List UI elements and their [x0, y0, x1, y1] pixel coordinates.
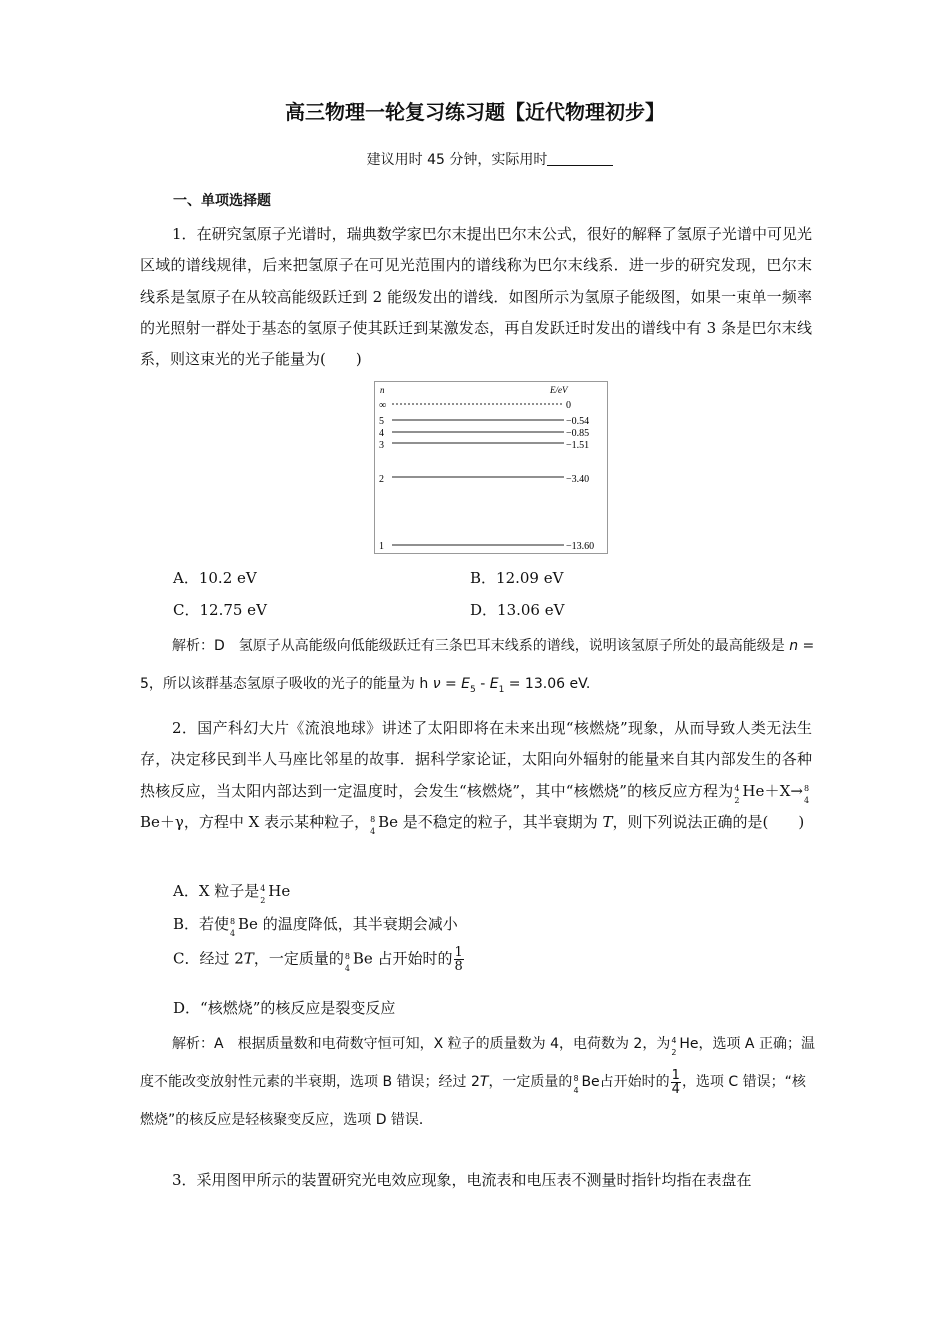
beryllium-isotope: 8 4 — [804, 783, 810, 805]
energy-level-diagram — [374, 381, 608, 554]
level-n-label: 2 — [379, 474, 384, 485]
level-n-label: 4 — [379, 428, 384, 439]
n-axis-label: n — [380, 385, 385, 395]
level-energy-label: −0.85 — [566, 428, 590, 439]
q2-option-a: A．X 粒子是 4 2 He — [173, 882, 291, 905]
level-energy-label: −3.40 — [566, 474, 590, 485]
level-energy-label: −0.54 — [566, 416, 590, 427]
q2-option-c: C．经过 2T，一定质量的 8 4 Be 占开始时的 $\frac{1}{8}$ — [173, 945, 463, 974]
actual-time-blank — [547, 151, 613, 166]
question-2: 2．国产科幻大片《流浪地球》讲述了太阳即将在未来出现“核燃烧”现象，从而导致人类无法生存，决定移民到半人马座比邻星的故事．据科学家论证，太阳向外辐射的能量来自其内部发生的各种热核反应，当太阳内部达到一定温度时，会发生“核燃烧”，其中“核燃烧”的核反应方程为 4 2 He＋X→ 8 4 Be＋γ，方程中 X 表示某种粒子， 8 4 Be 是不稳定的粒子，其半衰期为 T，则下列说法正确的是( ) — [140, 719, 812, 836]
level-energy-label: −13.60 — [566, 541, 595, 552]
question-3: 3．采用图甲所示的装置研究光电效应现象，电流表和电压表不测量时指针均指在表盘在 — [172, 1171, 752, 1189]
q2-explanation: 解析：A 根据质量数和电荷数守恒可知，X 粒子的质量数为 4，电荷数为 2，为 4 2 He，选项 A 正确；温度不能改变放射性元素的半衰期，选项 B 错误；经过 2T，一定质量的 8 4 Be占开始时的 $\frac{1}{4}$ ，选项 C 错误；“核燃烧”的核反应是轻核聚变反应，选项 D 错误． — [140, 1036, 815, 1128]
energy-axis-label: E/eV — [550, 385, 568, 395]
level-n-label: ∞ — [379, 400, 387, 411]
level-n-label: 3 — [379, 440, 384, 451]
level-n-label: 1 — [379, 541, 384, 552]
q1-option-c: C．12.75 eV — [173, 601, 267, 619]
q2-option-d: D．“核燃烧”的核反应是裂变反应 — [173, 999, 396, 1017]
suggested-time-text: 建议用时 45 分钟，实际用时 — [366, 152, 548, 168]
helium-isotope: 4 2 — [734, 783, 740, 805]
level-n-label: 5 — [379, 416, 384, 427]
question-1 — [140, 219, 812, 375]
q1-option-b: B．12.09 eV — [470, 569, 564, 587]
beryllium-isotope: 8 4 — [370, 814, 376, 836]
fraction-one-eighth: $\frac{1}{8}$ — [454, 945, 463, 974]
q2-option-b: B．若使 8 4 Be 的温度降低，其半衰期会减小 — [173, 915, 458, 938]
level-energy-label: 0 — [566, 400, 571, 411]
level-energy-label: −1.51 — [566, 440, 590, 451]
q1-option-d: D．13.06 eV — [470, 601, 565, 619]
question-1-text: 1．在研究氢原子光谱时，瑞典数学家巴尔末提出巴尔末公式，很好的解释了氢原子光谱中可见光区域的谱线规律，后来把氢原子在可见光范围内的谱线称为巴尔末线系．进一步的研究发现，巴尔末线系是氢原子在从较高能级跃迁到 2 能级发出的谱线．如图所示为氢原子能级图，如果一束单一频率的光照射一群处于基态的氢原子使其跃迁到某激发态，再自发跃迁时发出的谱线中有 3 条是巴尔末线系，则这束光的光子能量为( ) — [140, 225, 812, 369]
q1-explanation: 解析：D 氢原子从高能级向低能级跃迁有三条巴耳末线系的谱线，说明该氢原子所处的最高能级是 n = 5，所以该群基态氢原子吸收的光子的能量为 h $\nu = E_5 - E_1 = 13.06$ eV. — [140, 638, 815, 695]
page-title: 高三物理一轮复习练习题【近代物理初步】 — [285, 100, 665, 124]
fraction-one-quarter: $\frac{1}{4}$ — [671, 1067, 680, 1097]
suggested-time — [0, 149, 950, 169]
section-heading: 一、单项选择题 — [173, 193, 271, 209]
q1-option-a: A．10.2 eV — [173, 569, 257, 587]
